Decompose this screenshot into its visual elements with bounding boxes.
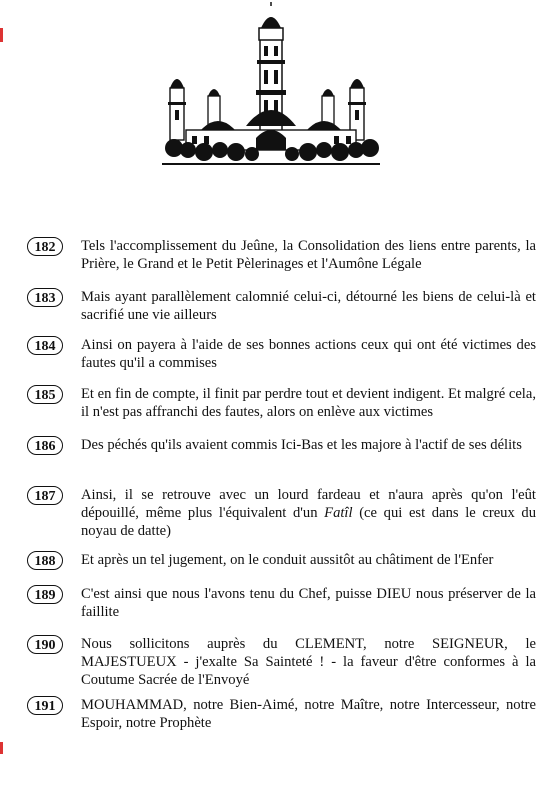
mosque-illustration <box>160 2 382 170</box>
verse-text: MOUHAMMAD, notre Bien-Aimé, notre Maître, notre Intercesseur, notre Espoir, notre Prophète <box>81 697 536 731</box>
verse-number-badge: 190 <box>27 635 63 654</box>
verse-text: C'est ainsi que nous l'avons tenu du Chef, puisse DIEU nous préserver de la faillite <box>81 586 536 620</box>
verse-number-badge: 191 <box>27 696 63 715</box>
page-edge-mark <box>0 28 3 42</box>
verse-number-badge: 185 <box>27 385 63 404</box>
verse-number-badge: 188 <box>27 551 63 570</box>
verse-number-badge: 184 <box>27 336 63 355</box>
verse-number-badge: 183 <box>27 288 63 307</box>
verse-text: Et en fin de compte, il finit par perdre tout et devient indigent. Et malgré cela, il n'est pas affranchi des fautes, alors on enlève aux victimes <box>81 386 536 420</box>
verse-text: Ainsi on payera à l'aide de ses bonnes actions ceux qui ont été victimes des fautes qu'il a commises <box>81 337 536 371</box>
verse-text-emphasis: Fatîl <box>324 505 353 521</box>
verse-text: Et après un tel jugement, on le conduit aussitôt au châtiment de l'Enfer <box>81 552 494 568</box>
verse-number-badge: 186 <box>27 436 63 455</box>
verse-text <box>81 486 536 540</box>
verse-text: Nous sollicitons auprès du CLEMENT, notre SEIGNEUR, le MAJESTUEUX - j'exalte Sa Sainteté ! - la faveur d'être conformes à la Coutume Sacrée de l'Envoyé <box>81 636 536 688</box>
verse-text: Des péchés qu'ils avaient commis Ici-Bas et les majore à l'actif de ses délits <box>81 437 522 453</box>
verse-number-badge: 189 <box>27 585 63 604</box>
verse-text-part: (ce qui est dans le creux du noyau de datte) <box>81 505 537 539</box>
verse-text: Mais ayant parallèlement calomnié celui-ci, détourné les biens de celui-là et sacrifié une vie ailleurs <box>81 289 536 323</box>
verse-text-part: Ainsi, il se retrouve avec un lourd fardeau et n'aura après qu'on l'eût dépouillé, même plus l'équivalent d'un <box>81 487 536 521</box>
verse-text: Tels l'accomplissement du Jeûne, la Consolidation des liens entre parents, la Prière, le Grand et le Petit Pèlerinages et l'Aumône Légale <box>81 238 536 272</box>
page-edge-mark <box>0 742 3 754</box>
verse-number-badge: 187 <box>27 486 63 505</box>
verse-number-badge: 182 <box>27 237 63 256</box>
